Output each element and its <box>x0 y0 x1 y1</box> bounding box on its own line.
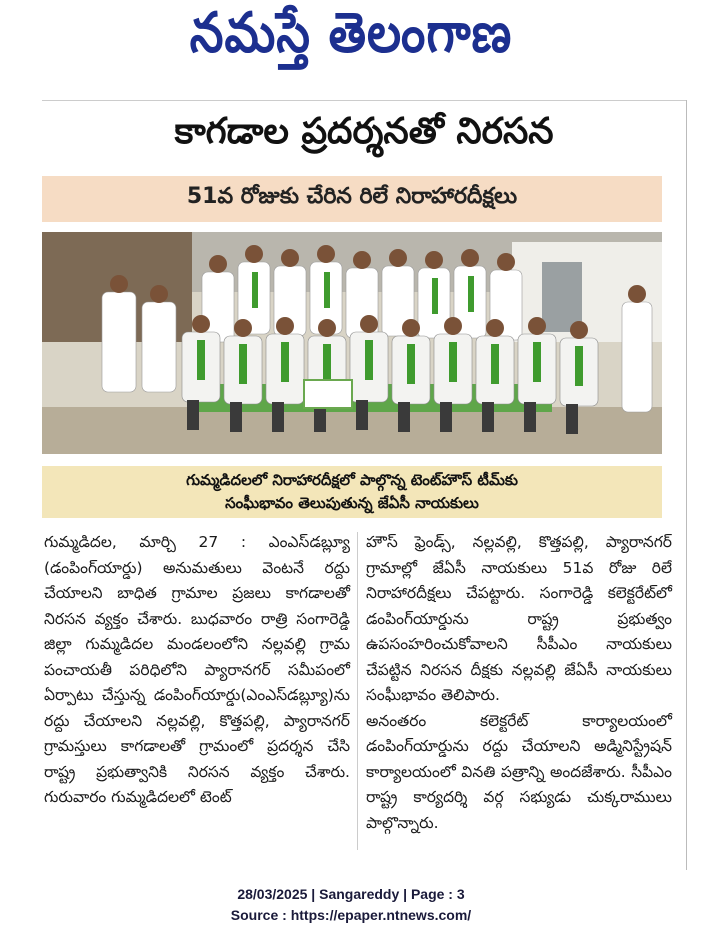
subheadline: 51వ రోజుకు చేరిన రిలే నిరాహారదీక్షలు <box>42 176 662 222</box>
article-paragraph: అనంతరం కలెక్టరేట్ కార్యాలయంలో డంపింగ్‌యార్డును రద్దు చేయాలని అడ్మినిస్ట్రేషన్ కార్యాలయంలో వినతి పత్రాన్ని అందజేశారు. సీపీఎం రాష్ట్ర కార్యదర్శి వర్గ సభ్యుడు చుక్కరాములు పాల్గొన్నారు. <box>366 711 672 832</box>
article-column-left <box>44 530 350 811</box>
news-photo <box>42 232 662 454</box>
source-footer <box>0 884 702 926</box>
article-paragraph: హౌస్ ఫ్రెండ్స్, నల్లవల్లి, కొత్తపల్లి, ప్యారానగర్ గ్రామాల్లో జేఏసీ నాయకులు 51వ రోజు రిలే నిరాహారదీక్షలు చేపట్టారు. సంగారెడ్డి కలెక్టరేట్‌లో డంపింగ్‌యార్డును రాష్ట్ర ప్రభుత్వం ఉపసంహరించుకోవాలని సీపీఎం నాయకులు చేపట్టిన నిరసన దీక్షకు నల్లవల్లి జేఏసీ నాయకులు సంఘీభావం తెలిపారు. <box>366 533 672 704</box>
top-rule <box>42 100 686 101</box>
headline: కాగడాల ప్రదర్శనతో నిరసన <box>174 111 554 152</box>
column-rule-right <box>686 100 687 870</box>
caption-line-2: సంఘీభావం తెలుపుతున్న జేఏసీ నాయకులు <box>225 494 479 512</box>
caption-line-1: గుమ్మడిదలలో నిరాహారదీక్షలో పాల్గొన్న టెంట్‌హౌస్ టీమ్‌కు <box>186 471 518 489</box>
masthead <box>0 0 702 80</box>
article-paragraph: గుమ్మడిదల, మార్చి 27 : ఎంఎస్‌డబ్ల్యూ (డంపింగ్‌యార్డు) అనుమతులు వెంటనే రద్దు చేయాలని బాధిత గ్రామాల ప్రజలు కాగడాలతో నిరసన వ్యక్తం చేశారు. బుధవారం రాత్రి సంగారెడ్డి జిల్లా గుమ్మడిదల మండలంలోని నల్లవల్లి గ్రామ పంచాయతీ పరిధిలోని ప్యారానగర్ సమీపంలో ఏర్పాటు చేస్తున్న డంపింగ్‌యార్డు(ఎంఎస్‌డబ్ల్యూ)ను రద్దు చేయాలని నల్లవల్లి, కొత్తపల్లి, ప్యారానగర్ గ్రామస్తులు కాగడాలతో గ్రామంలో ప్రదర్శన చేసి రాష్ట్ర ప్రభుత్వానికి నిరసన వ్యక్తం చేశారు. గురువారం గుమ్మడిదలలో టెంట్ <box>44 533 350 806</box>
article-column-right <box>366 530 672 836</box>
footer-date-page: 28/03/2025 | Sangareddy | Page : 3 <box>237 886 465 902</box>
footer-source: Source : https://epaper.ntnews.com/ <box>230 907 472 923</box>
newspaper-title: నమస్తే తెలంగాణ <box>189 0 513 66</box>
column-divider <box>357 532 358 850</box>
group-photo-illustration <box>42 232 662 454</box>
photo-caption <box>42 466 662 518</box>
